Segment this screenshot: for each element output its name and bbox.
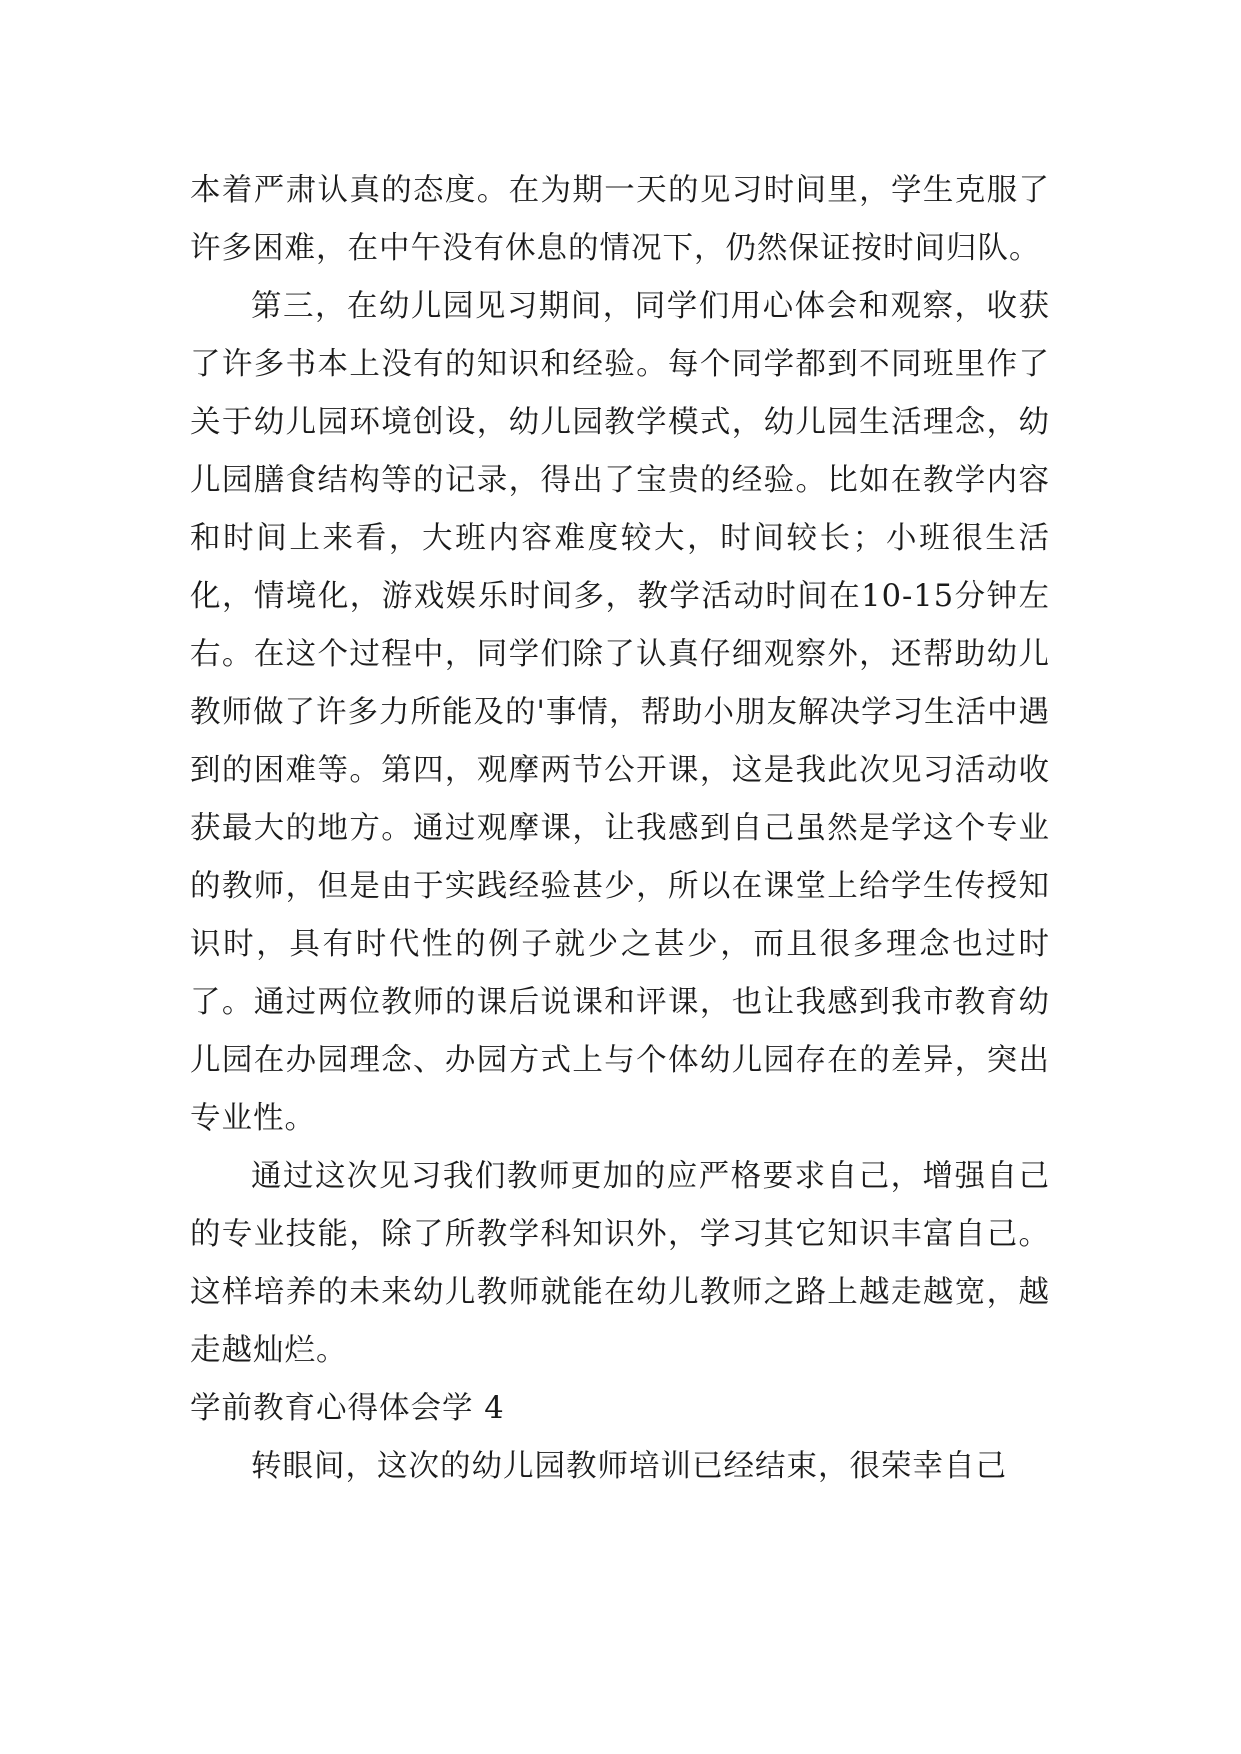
paragraph-third-point: 第三，在幼儿园见习期间，同学们用心体会和观察，收获了许多书本上没有的知识和经验。每个同学都到不同班里作了关于幼儿园环境创设，幼儿园教学模式，幼儿园生活理念，幼儿园膳食结构等的记录，得出了宝贵的经验。比如在教学内容和时间上来看，大班内容难度较大，时间较长；小班很生活化，情境化，游戏娱乐时间多，教学活动时间在10-15分钟左右。在这个过程中，同学们除了认真仔细观察外，还帮助幼儿教师做了许多力所能及的'事情，帮助小朋友解决学习生活中遇到的困难等。第四，观摩两节公开课，这是我此次见习活动收获最大的地方。通过观摩课，让我感到自己虽然是学这个专业的教师，但是由于实践经验甚少，所以在课堂上给学生传授知识时，具有时代性的例子就少之甚少，而且很多理念也过时了。通过两位教师的课后说课和评课，也让我感到我市教育幼儿园在办园理念、办园方式上与个体幼儿园存在的差异，突出专业性。 (190, 289, 1050, 1136)
paragraph-conclusion: 通过这次见习我们教师更加的应严格要求自己，增强自己的专业技能，除了所教学科知识外，学习其它知识丰富自己。这样培养的未来幼儿教师就能在幼儿教师之路上越走越宽，越走越灿烂。 (190, 1159, 1050, 1368)
paragraph-continuation: 本着严肃认真的态度。在为期一天的见习时间里，学生克服了许多困难，在中午没有休息的情况下，仍然保证按时间归队。 (190, 173, 1050, 266)
paragraph-new-section: 转眼间，这次的幼儿园教师培训已经结束，很荣幸自己 (251, 1449, 1007, 1484)
section-heading: 学前教育心得体会学 4 (190, 1391, 505, 1426)
document-body (190, 162, 1050, 1496)
